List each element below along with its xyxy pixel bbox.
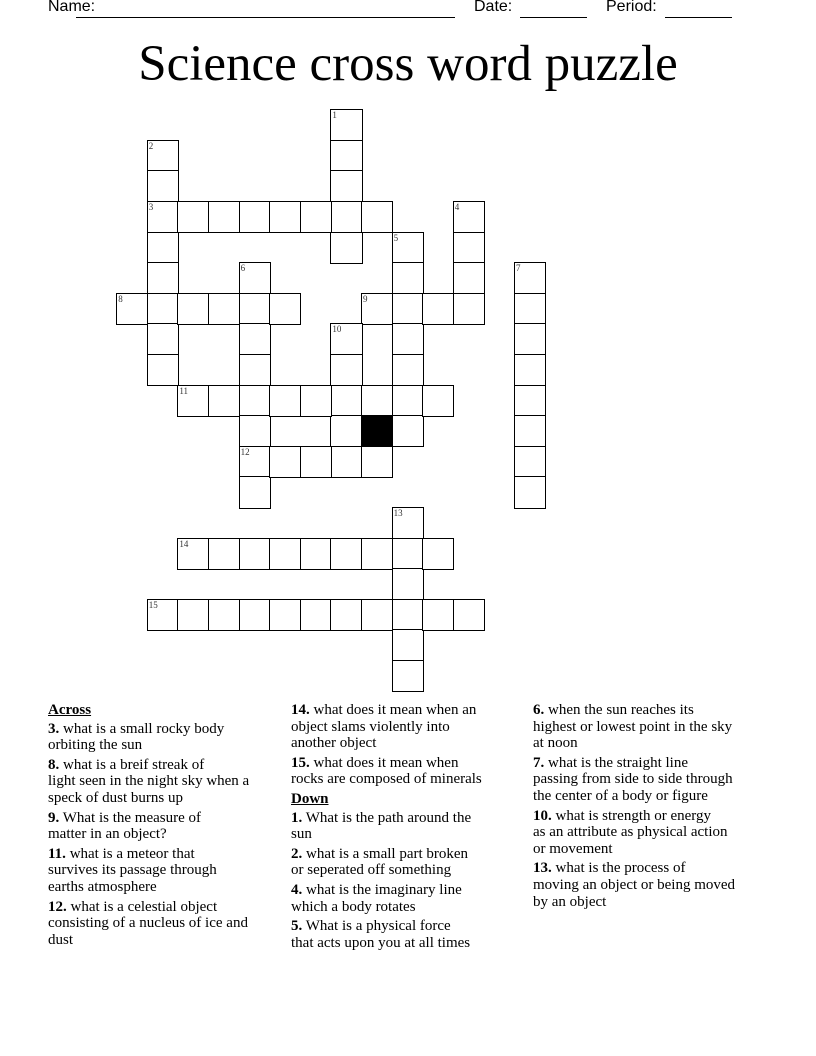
grid-cell[interactable] [392,538,424,570]
grid-cell[interactable] [239,415,271,447]
cell-number: 15 [148,599,158,610]
clue-text: or seperated off something [291,862,452,879]
grid-cell[interactable] [392,660,424,692]
grid-cell[interactable] [392,415,424,447]
clue-down-5 [291,918,536,951]
clue-number: 6. [533,702,545,718]
clue-text: earths atmosphere [48,878,157,895]
grid-cell[interactable] [514,262,546,294]
grid-cell[interactable] [361,201,393,233]
grid-cell[interactable] [300,599,332,631]
clue-text: what is strength or energy [555,807,712,824]
clue-number: 12. [48,898,67,915]
cell-number: 14 [179,538,189,549]
grid-cell[interactable] [330,140,362,172]
grid-cell[interactable] [330,415,362,447]
grid-cell[interactable] [330,232,362,264]
grid-cell[interactable] [361,599,393,631]
grid-cell[interactable] [392,568,424,600]
cell-number: 4 [454,202,460,212]
cell-number: 13 [393,508,403,518]
down-heading: Down [291,790,329,807]
clue-text: what is the imaginary line [306,881,462,898]
grid-cell[interactable] [239,599,271,631]
clue-down-4 [291,882,536,915]
clue-text: What is a physical force [305,918,451,935]
clue-text: by an object [533,893,607,910]
clue-number: 1. [291,809,303,826]
grid-cell[interactable] [514,385,546,417]
clue-down-10 [533,808,778,858]
clue-text: what is a small rocky body [63,720,225,737]
grid-cell[interactable] [177,201,209,233]
grid-cell[interactable] [330,538,362,570]
grid-cell[interactable] [453,262,485,294]
clue-text: which a body rotates [291,898,416,915]
grid-cell[interactable] [514,293,546,325]
clue-number: 7. [533,754,545,771]
grid-cell[interactable] [422,599,454,631]
grid-cell[interactable] [300,385,332,417]
grid-cell[interactable] [330,385,362,417]
grid-cell[interactable] [147,323,179,355]
grid-cell[interactable] [361,446,393,478]
grid-cell[interactable] [239,354,271,386]
clue-across-15 [291,755,536,788]
clue-text: matter in an object? [48,826,167,843]
clue-down-1 [291,810,536,843]
grid-cell[interactable] [147,140,179,172]
grid-cell[interactable] [361,538,393,570]
clue-text: as an attribute as physical action [533,824,728,841]
clue-text: light seen in the night sky when a [48,773,250,790]
grid-cell[interactable] [300,538,332,570]
grid-cell[interactable] [208,599,240,631]
grid-cell[interactable] [147,170,179,202]
clue-text: dust [48,931,74,948]
cell-number: 1 [332,110,337,121]
clue-text: rocks are composed of minerals [291,771,482,788]
date-label: Date: [474,0,513,15]
clue-down-2 [291,846,536,879]
grid-cell[interactable] [208,201,240,233]
date-field[interactable] [520,17,587,18]
grid-cell[interactable] [177,385,209,417]
clue-text: what is the straight line [548,754,688,771]
grid-cell[interactable] [392,599,424,631]
clue-text: what is a celestial object [70,898,218,915]
clue-text: what is a breif streak of [63,756,205,773]
grid-cell[interactable] [392,385,424,417]
clue-text: what is the process of [555,860,686,877]
grid-cell[interactable] [300,201,332,233]
grid-cell[interactable] [514,354,546,386]
clue-number: 13. [533,860,552,877]
grid-cell[interactable] [239,293,271,325]
grid-cell[interactable] [239,201,271,233]
grid-cell[interactable] [422,293,454,325]
grid-cell[interactable] [177,538,209,570]
clue-across-3 [48,721,293,754]
grid-cell[interactable] [453,201,485,233]
grid-cell[interactable] [239,262,271,294]
clue-text: what is a small part broken [306,845,469,862]
grid-cell[interactable] [239,446,271,478]
clue-text: passing from side to side through [533,771,733,788]
grid-cell[interactable] [361,385,393,417]
grid-cell[interactable] [147,293,179,325]
across-heading: Across [48,702,92,718]
grid-cell[interactable] [116,293,148,325]
grid-cell[interactable] [514,415,546,447]
clue-down-7 [533,755,778,805]
cell-number: 3 [148,202,154,212]
grid-cell[interactable] [514,446,546,478]
clue-text: orbiting the sun [48,737,143,754]
period-label: Period: [606,0,657,15]
name-field[interactable] [76,17,455,18]
clue-text: survives its passage through [48,862,217,879]
grid-cell[interactable] [453,599,485,631]
clue-text: sun [291,826,312,843]
grid-cell[interactable] [208,385,240,417]
grid-cell[interactable] [330,354,362,386]
name-label: Name: [48,0,96,15]
grid-cell[interactable] [147,232,179,264]
grid-cell[interactable] [239,476,271,508]
clue-text: moving an object or being moved [533,876,736,893]
grid-cell[interactable] [330,446,362,478]
clue-across-8 [48,757,293,807]
clue-text: or movement [533,840,613,857]
grid-cell[interactable] [177,599,209,631]
grid-cell[interactable] [453,293,485,325]
clue-text: highest or lowest point in the sky [533,718,733,735]
clue-text: consisting of a nucleus of ice and [48,915,248,932]
clue-text: object slams violently into [291,718,450,735]
grid-cell[interactable] [239,538,271,570]
grid-cell[interactable] [269,446,301,478]
clue-down-13 [533,860,778,910]
grid-cell[interactable] [269,599,301,631]
grid-cell[interactable] [422,385,454,417]
grid-cell[interactable] [147,354,179,386]
grid-cell[interactable] [392,629,424,661]
grid-cell[interactable] [392,232,424,264]
grid-cell[interactable] [392,293,424,325]
grid-cell[interactable] [269,538,301,570]
clue-across-9 [48,810,293,843]
grid-cell[interactable] [269,293,301,325]
clue-number: 9. [48,809,60,826]
grid-cell[interactable] [392,262,424,294]
clue-text: at noon [533,735,578,752]
clues-column-1 [48,702,293,951]
clue-text: the center of a body or figure [533,787,708,804]
grid-cell[interactable] [514,323,546,355]
grid-cell[interactable] [330,109,362,141]
cell-number: 10 [332,324,342,335]
cell-number: 12 [240,446,250,457]
cell-number: 2 [148,140,154,151]
clue-across-14 [291,702,536,752]
clue-text: what is a meteor that [69,845,195,862]
clue-text: What is the path around the [305,809,472,826]
cell-number: 9 [363,293,368,304]
clue-number: 2. [291,845,303,862]
clue-number: 8. [48,756,60,773]
grid-cell[interactable] [147,201,179,233]
cell-number: 6 [240,263,246,274]
grid-cell[interactable] [453,232,485,264]
black-cell [361,415,393,447]
clue-text: speck of dust burns up [48,789,183,806]
clue-number: 10. [533,807,552,824]
grid-cell[interactable] [361,293,393,325]
cell-number: 7 [516,263,521,274]
clue-number: 14. [291,702,310,718]
clue-number: 11. [48,845,66,862]
clue-across-12 [48,899,293,949]
page-title: Science cross word puzzle [138,36,678,92]
grid-cell[interactable] [177,293,209,325]
clue-number: 4. [291,881,303,898]
clue-across-11 [48,846,293,896]
clues-column-3 [533,702,778,913]
grid-cell[interactable] [239,385,271,417]
clue-down-6 [533,702,778,752]
grid-cell[interactable] [269,201,301,233]
grid-cell[interactable] [330,201,362,233]
period-field[interactable] [665,17,732,18]
grid-cell[interactable] [269,385,301,417]
grid-cell[interactable] [208,538,240,570]
clue-number: 5. [291,918,303,935]
grid-cell[interactable] [208,293,240,325]
clue-text: what does it mean when [313,754,459,771]
grid-cell[interactable] [147,262,179,294]
grid-cell[interactable] [422,538,454,570]
cell-number: 5 [393,232,399,243]
grid-cell[interactable] [392,507,424,539]
cell-number: 11 [179,385,189,396]
grid-cell[interactable] [239,323,271,355]
grid-cell[interactable] [147,599,179,631]
clue-text: when the sun reaches its [548,702,694,718]
clues-column-2 [291,702,536,954]
grid-cell[interactable] [330,599,362,631]
grid-cell[interactable] [514,476,546,508]
grid-cell[interactable] [392,354,424,386]
clue-text: what does it mean when an [313,702,477,718]
grid-cell[interactable] [392,323,424,355]
clue-text: that acts upon you at all times [291,934,471,951]
grid-cell[interactable] [330,323,362,355]
grid-cell[interactable] [330,170,362,202]
clue-number: 15. [291,754,310,771]
clue-number: 3. [48,720,60,737]
clue-text: another object [291,735,377,752]
cell-number: 8 [118,293,123,304]
grid-cell[interactable] [300,446,332,478]
clue-text: What is the measure of [62,809,202,826]
